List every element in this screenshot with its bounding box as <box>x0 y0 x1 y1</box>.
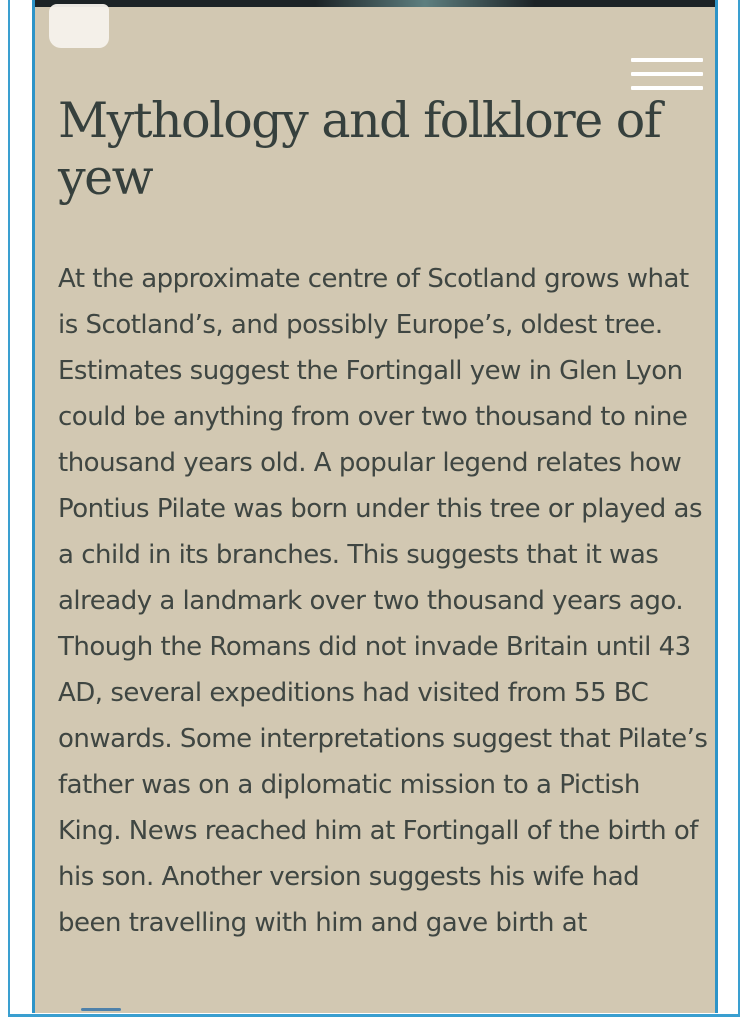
page-title: Mythology and folklore of yew <box>58 92 661 206</box>
frame-bottom-edge <box>8 1014 740 1017</box>
hamburger-menu-icon-line-3 <box>631 86 703 90</box>
hamburger-menu-icon-line-2 <box>631 72 703 76</box>
top-image-sheen <box>315 0 535 7</box>
selection-overlay <box>49 4 109 48</box>
menu-button[interactable] <box>631 56 707 96</box>
article-panel <box>32 0 718 1013</box>
bottom-scroll-hint <box>81 1008 121 1011</box>
top-image-strip <box>35 0 715 7</box>
hamburger-menu-icon <box>631 58 703 62</box>
frame-left-edge <box>8 0 10 1016</box>
article-body: At the approximate centre of Scotland grows what is Scotland’s, and possibly Europe’s, oldest tree. Estimates suggest the Fortingall yew in Glen Lyon could be anything from over two thousand to nine thousand years old. A popular legend relates how Pontius Pilate was born under this tree or played as a child in its branches. This suggests that it was already a landmark over two thousand years ago. Though the Romans did not invade Britain until 43 AD, several expeditions had visited from 55 BC onwards. Some interpretations suggest that Pilate’s father was on a diplomatic mission to a Pictish King. News reached him at Fortingall of the birth of his son. Another version suggests his wife had been travelling with him and gave birth at <box>58 264 708 938</box>
frame-right-edge <box>738 0 740 1016</box>
